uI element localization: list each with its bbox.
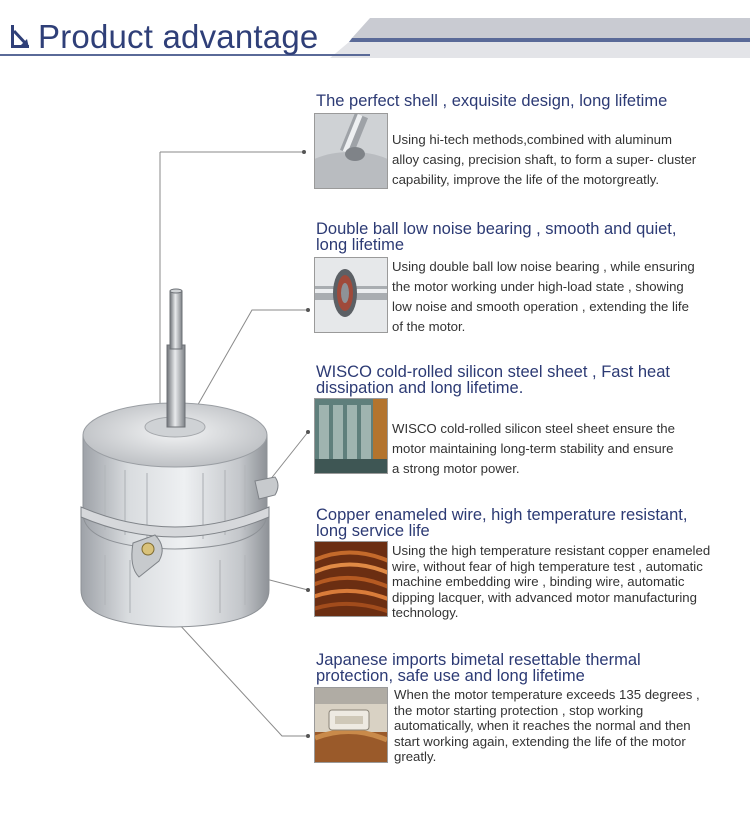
arrow-down-right-icon — [9, 25, 31, 51]
feature-4-title-line-2: long service life — [316, 522, 430, 540]
feature-1-line-2: alloy casing, precision shaft, to form a super- cluster — [392, 152, 697, 167]
feature-2-title — [316, 221, 676, 253]
copper-winding-photo — [314, 541, 388, 617]
feature-5-line-2: the motor starting protection , stop working — [394, 702, 644, 718]
feature-3-description — [392, 419, 675, 479]
feature-4-title-line-1: Copper enameled wire, high temperature resistant, — [316, 506, 688, 524]
feature-3-title — [316, 364, 670, 396]
feature-4-title — [316, 507, 687, 539]
silicon-steel-stator-photo — [314, 398, 388, 474]
feature-4-line-4: dipping lacquer, with advanced motor manufacturing — [392, 589, 697, 605]
feature-5-line-4: start working again, extending the life of the motor — [394, 733, 686, 749]
feature-5-line-3: automatically, when it reaches the normal and then — [394, 718, 691, 734]
page-title: Product advantage — [38, 18, 319, 55]
feature-5-title-line-2: protection, safe use and long lifetime — [316, 667, 585, 685]
feature-5-description — [394, 687, 700, 765]
feature-3-title-line-2: dissipation and long lifetime. — [316, 379, 524, 397]
section-header — [0, 0, 750, 62]
feature-5-line-1: When the motor temperature exceeds 135 degrees , — [394, 687, 700, 702]
header-decorative-band — [330, 18, 750, 58]
feature-3-title-line-1: WISCO cold-rolled silicon steel sheet , Fast heat — [316, 363, 670, 381]
feature-3-line-1: WISCO cold-rolled silicon steel sheet ensure the — [392, 421, 675, 436]
feature-1-title: The perfect shell , exquisite design, long lifetime — [316, 92, 668, 110]
feature-4-description — [392, 543, 710, 621]
feature-3-line-2: motor maintaining long-term stability and ensure — [392, 441, 674, 456]
feature-4-line-1: Using the high temperature resistant copper enameled — [392, 543, 711, 558]
feature-1-description — [392, 130, 696, 190]
feature-1-line-3: capability, improve the life of the motorgreatly. — [392, 172, 660, 187]
thermal-protector-photo — [314, 687, 388, 763]
feature-2-title-line-1: Double ball low noise bearing , smooth and quiet, — [316, 220, 677, 238]
feature-2-line-2: the motor working under high-load state , showing — [392, 279, 684, 294]
aluminum-shell-shaft-photo — [314, 113, 388, 189]
feature-4-line-2: wire, without fear of high temperature test , automatic — [392, 558, 703, 574]
fan-motor-illustration — [75, 285, 285, 630]
feature-3-line-3: a strong motor power. — [392, 461, 520, 476]
feature-5-title-line-1: Japanese imports bimetal resettable thermal — [316, 651, 641, 669]
feature-5-line-5: greatly. — [394, 749, 437, 765]
feature-1-line-1: Using hi-tech methods,combined with aluminum — [392, 132, 672, 147]
feature-2-line-4: of the motor. — [392, 319, 466, 334]
feature-4-line-5: technology. — [392, 605, 459, 621]
feature-2-description — [392, 257, 695, 337]
ball-bearing-photo — [314, 257, 388, 333]
feature-2-title-line-2: long lifetime — [316, 236, 405, 254]
feature-2-line-3: low noise and smooth operation , extending the life — [392, 299, 689, 314]
feature-5-title — [316, 652, 641, 684]
feature-2-line-1: Using double ball low noise bearing , while ensuring — [392, 259, 695, 274]
feature-4-line-3: machine embedding wire , binding wire, automatic — [392, 574, 685, 590]
